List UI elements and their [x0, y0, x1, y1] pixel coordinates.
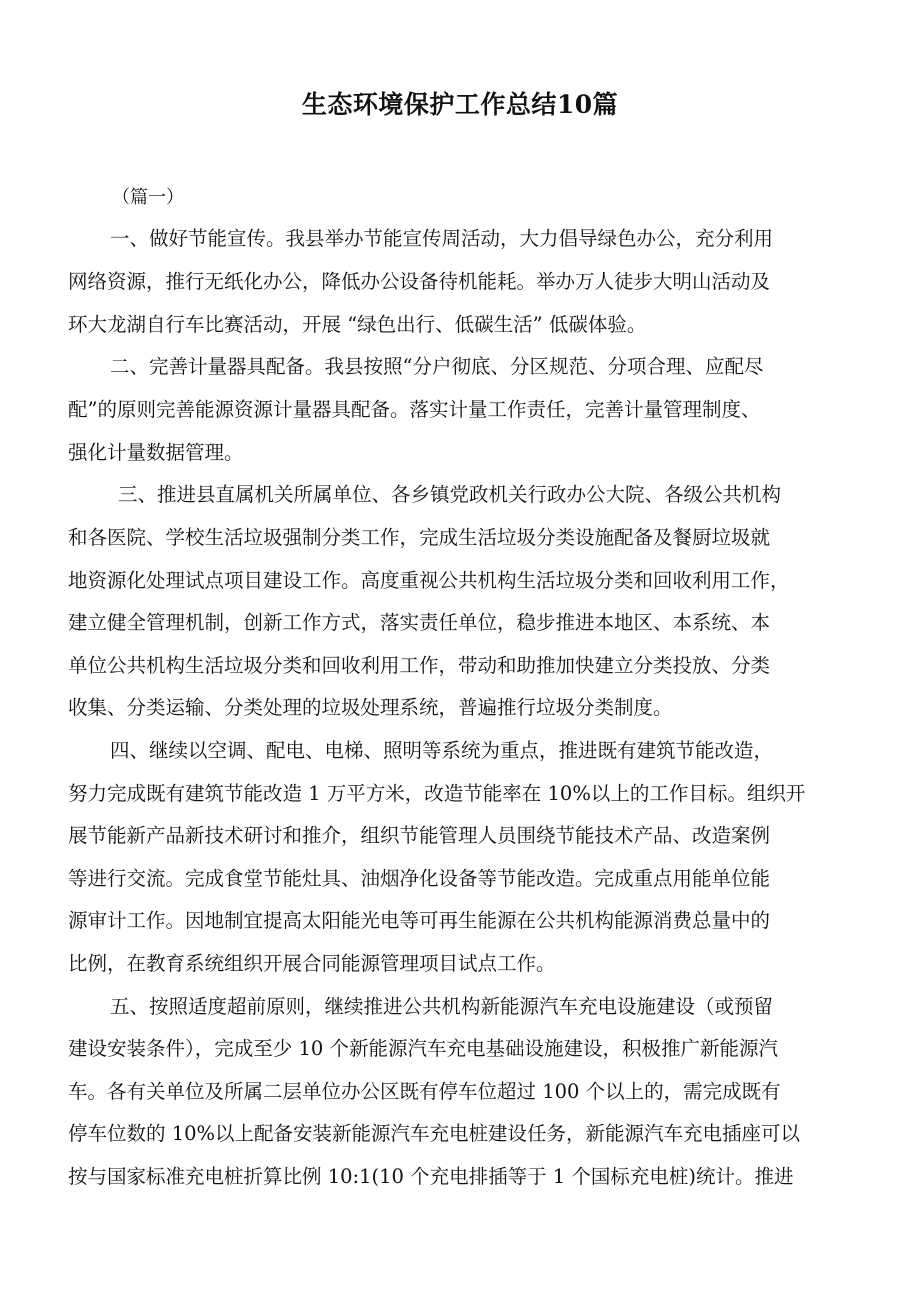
- text-line: 停车位数的 10%以上配备安装新能源汽车充电桩建设任务，新能源汽车充电插座可以: [68, 1122, 801, 1145]
- text-line: 和各医院、学校生活垃圾强制分类工作，完成生活垃圾分类设施配备及餐厨垃圾就: [68, 526, 771, 549]
- text-line: 车。各有关单位及所属二层单位办公区既有停车位超过 100 个以上的，需完成既有: [68, 1080, 781, 1103]
- text-line: 配”的原则完善能源资源计量器具配备。落实计量工作责任，完善计量管理制度、: [68, 398, 761, 421]
- text-line: 源审计工作。因地制宜提高太阳能光电等可再生能源在公共机构能源消费总量中的: [68, 909, 771, 932]
- text-line: 一、做好节能宣传。我县举办节能宣传周活动，大力倡导绿色办公，充分利用: [110, 227, 774, 250]
- text-line: 强化计量数据管理。: [68, 441, 244, 464]
- text-line: 等进行交流。完成食堂节能灶具、油烟净化设备等节能改造。完成重点用能单位能: [68, 867, 771, 890]
- text-line: 三、推进县直属机关所属单位、各乡镇党政机关行政办公大院、各级公共机构: [118, 483, 782, 506]
- text-line: 环大龙湖自行车比赛活动，开展 “绿色出行、低碳生活” 低碳体验。: [68, 313, 647, 336]
- text-line: 收集、分类运输、分类处理的垃圾处理系统，普遍推行垃圾分类制度。: [68, 696, 673, 719]
- text-line: 建立健全管理机制，创新工作方式，落实责任单位，稳步推进本地区、本系统、本: [68, 611, 771, 634]
- text-line: 五、按照适度超前原则，继续推进公共机构新能源汽车充电设施建设（或预留: [110, 995, 774, 1018]
- text-line: 按与国家标准充电桩折算比例 10:1(10 个充电排插等于 1 个国标充电桩)统计。推进: [68, 1165, 794, 1188]
- text-line: 网络资源，推行无纸化办公，降低办公设备待机能耗。举办万人徒步大明山活动及: [68, 270, 771, 293]
- text-line: 比例，在教育系统组织开展合同能源管理项目试点工作。: [68, 952, 556, 975]
- text-line: 努力完成既有建筑节能改造 1 万平方米，改造节能率在 10%以上的工作目标。组织开: [68, 782, 806, 805]
- section-label: （篇一）: [112, 187, 184, 208]
- text-line: 展节能新产品新技术研讨和推介，组织节能管理人员围绕节能技术产品、改造案例: [68, 824, 771, 847]
- document-title: 生态环境保护工作总结10篇: [301, 90, 619, 119]
- text-line: 地资源化处理试点项目建设工作。高度重视公共机构生活垃圾分类和回收利用工作，: [68, 569, 790, 592]
- text-line: 建设安装条件），完成至少 10 个新能源汽车充电基础设施建设，积极推广新能源汽: [68, 1037, 778, 1060]
- text-line: 单位公共机构生活垃圾分类和回收利用工作，带动和助推加快建立分类投放、分类: [68, 654, 771, 677]
- text-line: 四、继续以空调、配电、电梯、照明等系统为重点，推进既有建筑节能改造，: [110, 739, 774, 762]
- text-line: 二、完善计量器具配备。我县按照“分户彻底、分区规范、分项合理、应配尽: [110, 355, 764, 378]
